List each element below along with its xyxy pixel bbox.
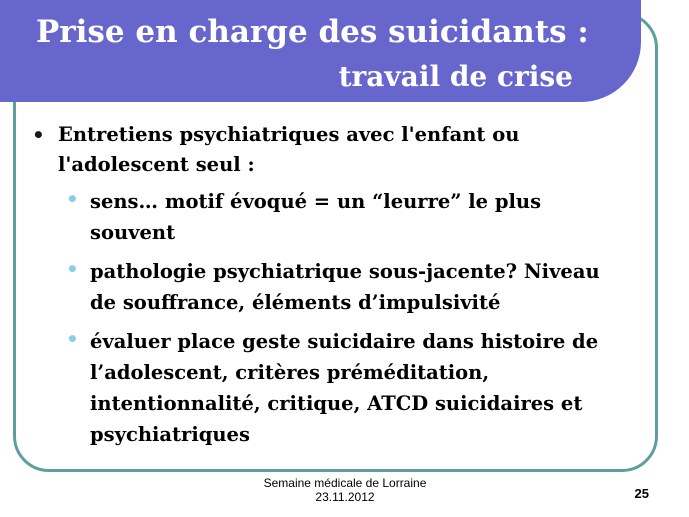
footer-line1: Semaine médicale de Lorraine xyxy=(263,476,427,490)
sub-bullet-dot-icon: • xyxy=(66,327,79,351)
sub-bullet-item xyxy=(30,186,630,248)
sub-bullet-text: pathologie psychiatrique sous-jacente? Niveau de souffrance, éléments d’impulsivité xyxy=(90,260,600,314)
sub-bullet-dot-icon: • xyxy=(66,187,79,211)
footer-line2: 23.11.2012 xyxy=(315,490,375,504)
slide-title-line2: travail de crise xyxy=(338,60,573,93)
sub-bullet-dot-icon: • xyxy=(66,257,79,281)
slide-footer xyxy=(245,476,445,504)
sub-bullet-text: sens… motif évoqué = un “leurre” le plus souvent xyxy=(90,190,542,244)
bullet-dot-icon: • xyxy=(32,123,45,147)
sub-bullet-item xyxy=(30,256,630,318)
sub-bullet-list xyxy=(30,186,630,450)
main-bullet xyxy=(30,120,630,180)
title-bar xyxy=(0,0,641,102)
sub-bullet-item xyxy=(30,326,630,450)
page-number: 25 xyxy=(634,486,649,501)
sub-bullet-text: évaluer place geste suicidaire dans histoire de l’adolescent, critères préméditation, intentionnalité, critique, ATCD suicidaires et psychiatriques xyxy=(90,330,599,446)
slide-content xyxy=(30,120,630,458)
main-bullet-text: Entretiens psychiatriques avec l'enfant ou l'adolescent seul : xyxy=(58,123,520,176)
slide-title-line1: Prise en charge des suicidants : xyxy=(36,14,589,50)
